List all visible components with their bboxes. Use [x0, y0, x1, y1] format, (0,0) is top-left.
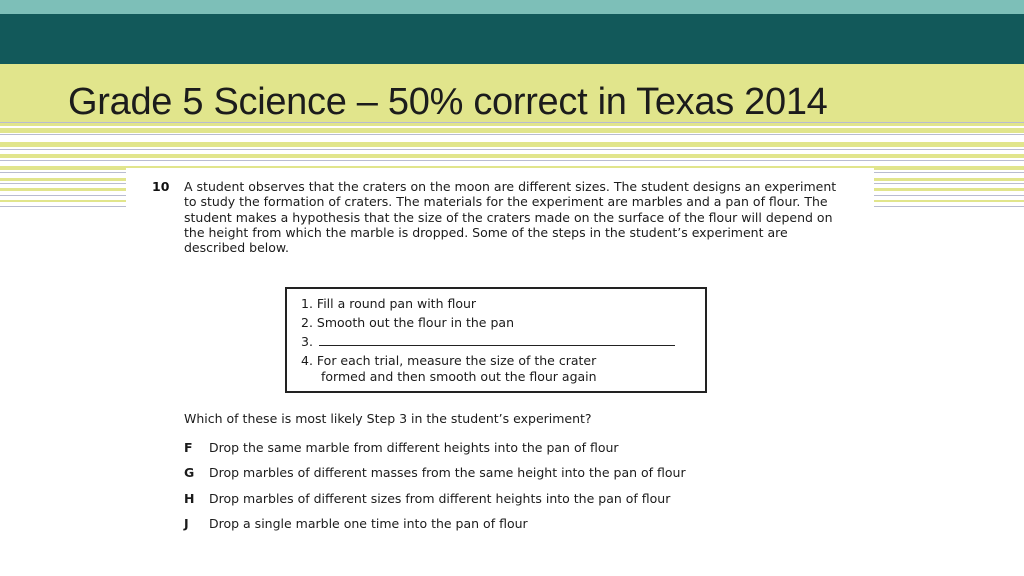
option-letter: J — [184, 516, 189, 531]
option-letter: F — [184, 440, 193, 455]
answer-option-f — [184, 440, 619, 455]
option-text: Drop marbles of different sizes from different heights into the pan of flour — [209, 491, 671, 506]
question-prompt: Which of these is most likely Step 3 in the student’s experiment? — [184, 411, 592, 426]
step-number: 3. — [301, 334, 313, 349]
stripe-line — [0, 149, 1024, 150]
step-3-blank-line — [319, 335, 675, 346]
step-number: 2. — [301, 315, 313, 330]
question-stem: A student observes that the craters on the moon are different sizes. The student designs an experiment to study the formation of craters. The materials for the experiment are marbles and a pan of flour. The student makes a hypothesis that the size of the craters made on the surface of the flour will depend on the height from which the marble is dropped. Some of the steps in the student’s experiment are described below. — [184, 179, 837, 256]
step-number: 4. — [301, 353, 313, 368]
option-letter: H — [184, 491, 195, 506]
step-4 — [301, 353, 596, 369]
steps-box — [285, 287, 707, 393]
step-1 — [301, 296, 476, 312]
top-accent-band — [0, 0, 1024, 14]
slide-title: Grade 5 Science – 50% correct in Texas 2014 — [68, 81, 828, 123]
step-text: Smooth out the flour in the pan — [316, 315, 514, 330]
stripe — [0, 154, 1024, 158]
step-text-line2: formed and then smooth out the flour again — [321, 369, 597, 384]
answer-option-g — [184, 465, 686, 480]
option-letter: G — [184, 465, 195, 480]
stripe — [0, 142, 1024, 147]
stripe-line — [0, 134, 1024, 135]
option-text: Drop marbles of different masses from the same height into the pan of flour — [209, 465, 686, 480]
answer-option-h — [184, 491, 670, 506]
step-2 — [301, 315, 514, 331]
step-4-continuation — [321, 369, 597, 385]
stripe-line — [0, 160, 1024, 161]
step-text: Fill a round pan with flour — [316, 296, 477, 311]
header-dark-band — [0, 14, 1024, 64]
option-text: Drop a single marble one time into the pan of flour — [209, 516, 528, 531]
question-number: 10 — [152, 179, 170, 194]
stripe — [0, 128, 1024, 133]
answer-option-j — [184, 516, 528, 531]
step-text-line1: For each trial, measure the size of the crater — [316, 353, 597, 368]
step-number: 1. — [301, 296, 313, 311]
option-text: Drop the same marble from different heights into the pan of flour — [209, 440, 619, 455]
step-3 — [301, 334, 675, 350]
